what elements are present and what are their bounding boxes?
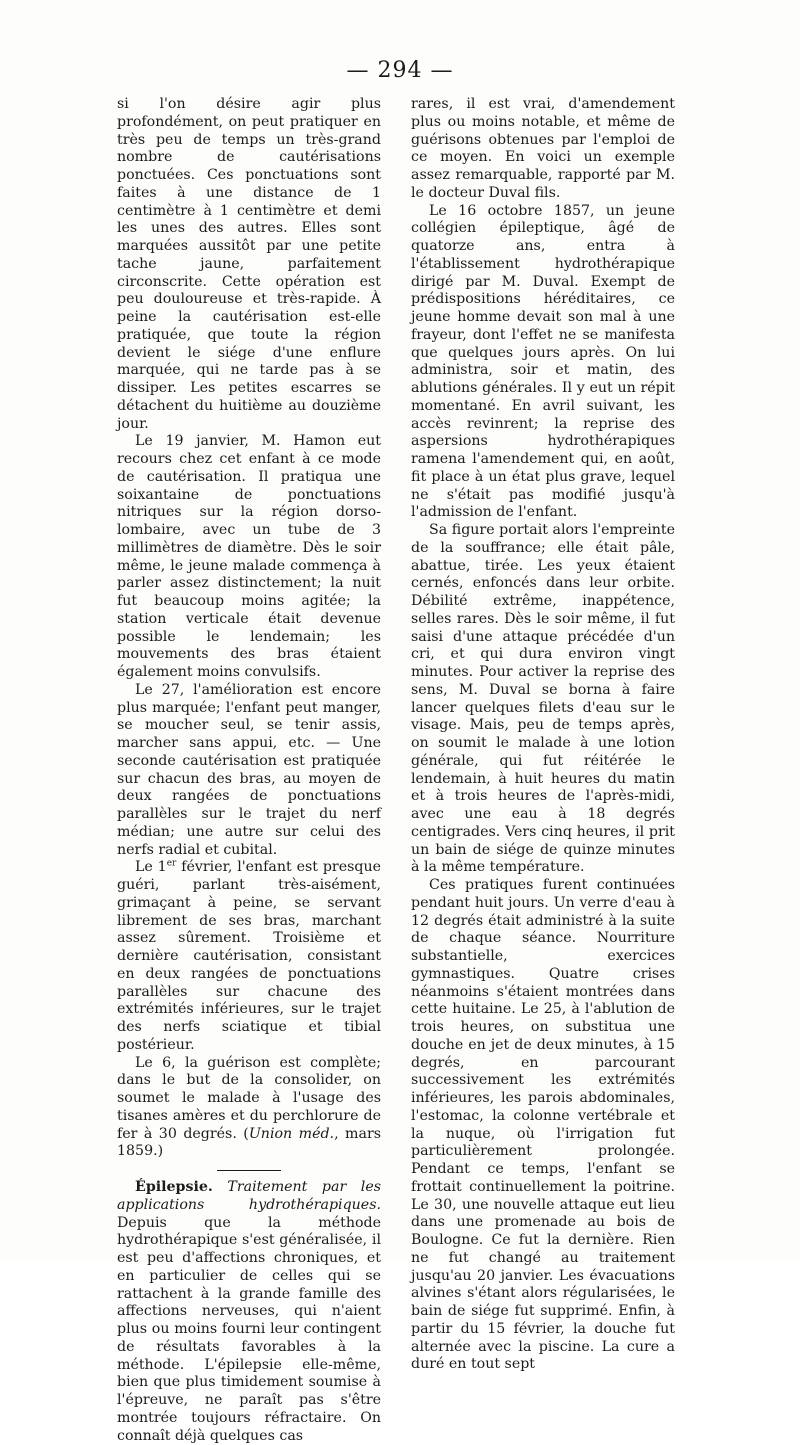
paragraph-symptoms: Sa figure portait alors l'empreinte de la souffrance; elle était pâle, abattue, tirée. Les yeux étaient cernés, enfoncés dans leur orbite. Débilité extrême, inappétence, selles rares. Dès le soir même, il fut saisi d'une attaque précédée d'un cri, et qui dura environ vingt minutes. Pour activer la reprise des sens, M. Duval se borna à faire lancer quelques filets d'eau sur le visage. Mais, peu de temps après, on soumit le malade à une lotion générale, qui fut réitérée le lendemain, à huit heures du matin et à trois heures de l'après-midi, avec une eau à 18 degrés centigrades. Vers cinq heures, il prit un bain de siége de quinze minutes à la même température.: [411, 522, 675, 876]
paragraph-february-6: [117, 1055, 381, 1162]
paragraph-cauterisation-method: si l'on désire agir plus profondément, on peut pratiquer en très peu de temps un très-grand nombre de cautérisations ponctuées. Ces ponctuations sont faites à une distance de 1 centimètre à 1 centimètre et demi les unes des autres. Elles sont marquées aussitôt par une petite tache jaune, parfaitement circonscrite. Cette opération est peu douloureuse et très-rapide. À peine la cautérisation est-elle pratiquée, que toute la région devient le siége d'une enflure marquée, qui ne tarde pas à se dissiper. Les petites escarres se détachent du huitième au douzième jour.: [117, 96, 381, 432]
section-heading-epilepsy: Épilepsie.: [135, 1179, 213, 1195]
paragraph-january-27: Le 27, l'amélioration est encore plus marquée; l'enfant peut manger, se moucher seul, se tenir assis, marcher sans appui, etc. — Une seconde cautérisation est pratiquée sur chacun des bras, au moyen de deux rangées de ponctuations parallèles sur le trajet du nerf médian; une autre sur celui des nerfs radial et cubital.: [117, 681, 381, 858]
paragraph-continuation: rares, il est vrai, d'amendement plus ou moins notable, et même de guérisons obtenues par l'emploi de ce moyen. En voici un exemple assez remarquable, rapporté par M. le docteur Duval fils.: [411, 96, 675, 201]
section-divider: [217, 1170, 281, 1171]
page-number: — 294 —: [346, 58, 454, 83]
february-6-text: Le 6, la guérison est complète; dans le but de la consolider, on soumet le malade à l'usage des tisanes amères et du perchlorure de fer à 30 degrés. (: [117, 1054, 381, 1142]
left-column: [117, 96, 381, 1445]
citation-date: , mars 1859.): [117, 1125, 382, 1160]
epilepsy-intro-text: Depuis que la méthode hydrothérapique s'est généralisée, il est peu d'affections chroniques, et en particulier de celles qui se rattachent à la grande famille des affections nerveuses, qui n'aient plus ou moins fourni leur contingent de résultats favorables à la méthode. L'épilepsie elle-même, bien que plus timidement soumise à l'épreuve, ne paraît pas s'être montrée toujours réfractaire. On connaît déjà quelques cas: [117, 1214, 381, 1444]
section-subheading: Traitement par les applications hydrothérapiques.: [117, 1179, 381, 1213]
paragraph-february-1: [117, 859, 381, 1054]
paragraph-treatment-course: Ces pratiques furent continuées pendant huit jours. Un verre d'eau à 12 degrés était administré à la suite de chaque séance. Nourriture substantielle, exercices gymnastiques. Quatre crises néanmoins s'étaient montrées dans cette huitaine. Le 25, à l'ablution de trois heures, on substitua une douche en jet de deux minutes, à 15 degrés, en parcourant successivement les extrémités inférieures, les parois abdominales, l'estomac, la colonne vertébrale et la nuque, où l'irrigation fut particulièrement prolongée. Pendant ce temps, l'enfant se frottait continuellement la poitrine. Le 30, une nouvelle attaque eut lieu dans une promenade au bois de Boulogne. Ce fut la dernière. Rien ne fut changé au traitement jusqu'au 20 janvier. Les évacuations alvines s'étant alors régularisées, le bain de siége fut supprimé. Enfin, à partir du 15 février, la douche fut alternée avec la piscine. La cure a duré en tout sept: [411, 877, 675, 1373]
paragraph-january-19: Le 19 janvier, M. Hamon eut recours chez cet enfant à ce mode de cautérisation. Il pratiqua une soixantaine de ponctuations nitriques sur la région dorso-lombaire, avec un tube de 3 millimètres de diamètre. Dès le soir même, le jeune malade commença à parler assez distinctement; la nuit fut beaucoup moins agitée; la station verticale était devenue possible le lendemain; les mouvements des bras étaient également moins convulsifs.: [117, 433, 381, 680]
right-column: [411, 96, 675, 1374]
paragraph-october-16: Le 16 octobre 1857, un jeune collégien épileptique, âgé de quatorze ans, entra à l'établissement hydrothérapique dirigé par M. Duval. Exempt de prédispositions héréditaires, ce jeune homme devait son mal à une frayeur, dont l'effet ne se manifesta que quelques jours après. On lui administra, soir et matin, des ablutions générales. Il y eut un répit momentané. En avril suivant, les accès revinrent; la reprise des aspersions hydrothérapiques ramena l'amendement qui, en août, fit place à un état plus grave, lequel ne s'était pas modifié jusqu'à l'admission de l'enfant.: [411, 202, 675, 521]
february-1-lead: Le 1: [135, 859, 167, 876]
february-1-text: février, l'enfant est presque guéri, parlant très-aisément, grimaçant à peine, se servant librement de ses bras, marchant assez sûrement. Troisième et dernière cautérisation, consistant en deux rangées de ponctuations parallèles sur chacune des extrémités inférieures, sur le trajet des nerfs sciatique et tibial postérieur.: [117, 859, 381, 1053]
paragraph-epilepsy: [117, 1179, 381, 1445]
source-citation: Union méd.: [248, 1125, 335, 1142]
ordinal-superscript: er: [166, 858, 177, 869]
